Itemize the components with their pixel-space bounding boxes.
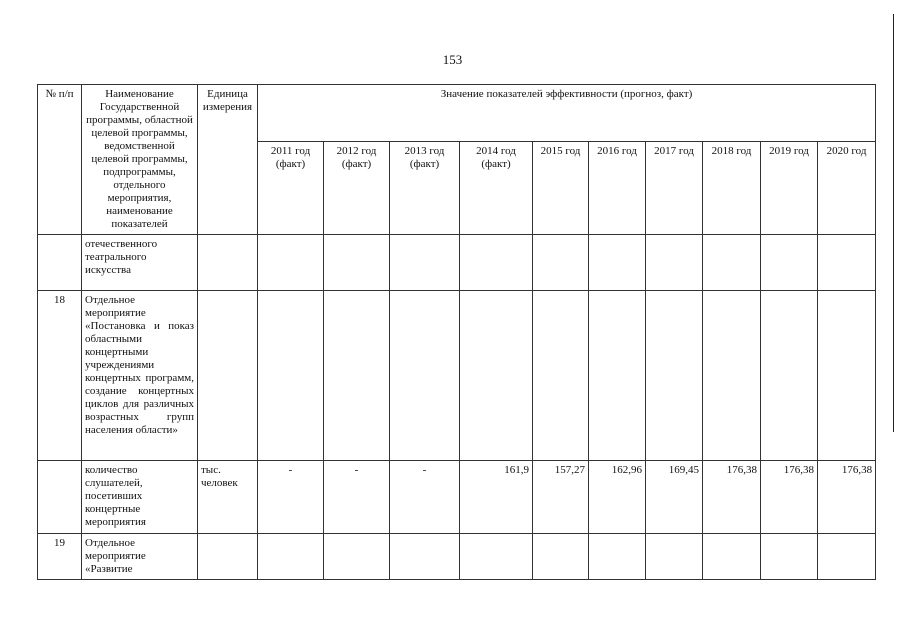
header-year: 2013 год (факт) [390, 141, 460, 234]
header-year: 2011 год (факт) [258, 141, 324, 234]
row-value [390, 534, 460, 580]
header-year: 2020 год [818, 141, 876, 234]
row-value: 161,9 [460, 461, 533, 534]
row-value [761, 534, 818, 580]
row-value [703, 534, 761, 580]
row-name: Отдельное мероприятие «Постановка и показ областными концертными учреждениями концертных программ, создание концертных циклов для различных возрастных групп населения области» [82, 291, 198, 461]
row-value [589, 291, 646, 461]
row-value [460, 235, 533, 291]
row-value [646, 534, 703, 580]
table-row [38, 235, 876, 291]
header-name: Наименование Государственной программы, областной целевой программы, ведомственной целевой программы, подпрограммы, отдельного мероприятия, наименование показателей [82, 85, 198, 235]
row-value [258, 291, 324, 461]
header-year: 2015 год [533, 141, 589, 234]
row-unit [198, 291, 258, 461]
row-value [460, 534, 533, 580]
row-unit [198, 534, 258, 580]
table-row [38, 291, 876, 461]
margin-rule [893, 14, 894, 432]
row-unit: тыс. человек [198, 461, 258, 534]
page-number: 153 [442, 52, 463, 67]
indicators-table [37, 84, 876, 580]
header-year: 2018 год [703, 141, 761, 234]
row-value [761, 291, 818, 461]
row-value [460, 291, 533, 461]
header-values: Значение показателей эффективности (прогноз, факт) [258, 85, 876, 142]
row-value [533, 291, 589, 461]
row-value [646, 291, 703, 461]
row-value: 157,27 [533, 461, 589, 534]
table-row [38, 534, 876, 580]
row-value: 162,96 [589, 461, 646, 534]
row-value: - [258, 461, 324, 534]
row-value [533, 534, 589, 580]
row-value [390, 291, 460, 461]
row-num: 19 [38, 534, 82, 580]
row-value: 176,38 [761, 461, 818, 534]
row-unit [198, 235, 258, 291]
header-year: 2017 год [646, 141, 703, 234]
row-name: количество слушателей, посетивших концертные мероприятия [82, 461, 198, 534]
row-value [390, 235, 460, 291]
row-value [324, 534, 390, 580]
row-value: 176,38 [818, 461, 876, 534]
row-value: 169,45 [646, 461, 703, 534]
row-value [703, 291, 761, 461]
header-year: 2012 год (факт) [324, 141, 390, 234]
header-row-top [38, 85, 876, 142]
row-value [589, 534, 646, 580]
row-name: отечественного театрального искусства [82, 235, 198, 291]
row-value [324, 291, 390, 461]
row-value [703, 235, 761, 291]
row-value [818, 235, 876, 291]
row-value [589, 235, 646, 291]
row-num [38, 461, 82, 534]
table-row [38, 461, 876, 534]
row-value [324, 235, 390, 291]
row-name: Отдельное мероприятие «Развитие [82, 534, 198, 580]
row-num [38, 235, 82, 291]
row-value [258, 235, 324, 291]
row-num: 18 [38, 291, 82, 461]
header-unit: Единица измерения [198, 85, 258, 235]
row-value: - [390, 461, 460, 534]
header-year: 2016 год [589, 141, 646, 234]
header-year: 2019 год [761, 141, 818, 234]
row-value [761, 235, 818, 291]
row-value [646, 235, 703, 291]
header-num: № п/п [38, 85, 82, 235]
row-value [533, 235, 589, 291]
header-year: 2014 год (факт) [460, 141, 533, 234]
row-value [818, 291, 876, 461]
row-value: 176,38 [703, 461, 761, 534]
row-value: - [324, 461, 390, 534]
row-value [818, 534, 876, 580]
row-value [258, 534, 324, 580]
